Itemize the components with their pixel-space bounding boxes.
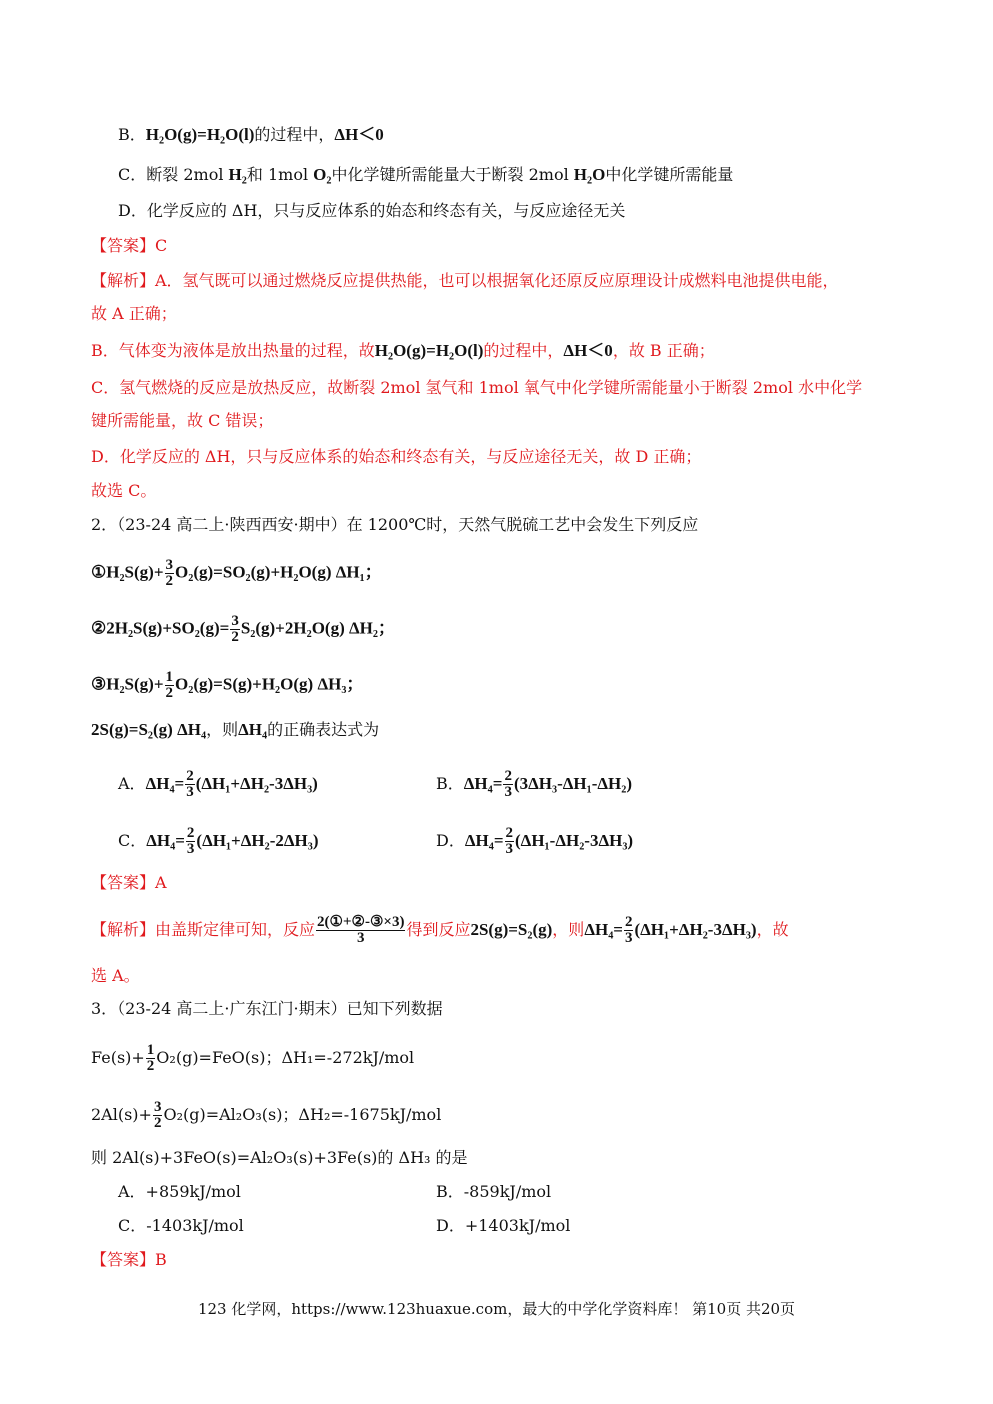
q1-option-c: C．断裂 2mol H₂和 1mol O₂中化学键所需能量大于断裂 2mol H₂O中化学键所需能量 [118,165,734,184]
fraction: $\frac{3}{2}$ [231,613,239,645]
q1-analysis-line4: C．氢气燃烧的反应是放热反应，故断裂 2mol 氢气和 1mol 氧气中化学键所需能量小于断裂 2mol 水中化学 [91,378,863,397]
q1-answer: 【答案】C [91,236,168,255]
q2-option-c: C．ΔH₄= $\frac{2}{3}$ (ΔH₁+ΔH₂-2ΔH₃) [118,825,319,857]
q3-stem: 3．（23-24 高二上·广东江门·期末）已知下列数据 [91,999,443,1018]
q2-reaction-1: ①H₂S(g)+ $\frac{3}{2}$ O₂(g)=SO₂(g)+H₂O(g) ΔH₁； [91,557,382,589]
fraction: $\frac{2}{3}$ [186,768,194,800]
q2-option-d: D．ΔH₄= $\frac{2}{3}$ (ΔH₁-ΔH₂-3ΔH₃) [436,825,634,857]
q3-option-d: D．+1403kJ/mol [436,1216,571,1235]
fraction: $\frac{3}{2}$ [165,557,174,589]
q2-analysis-line1: 【解析】由盖斯定律可知，反应 $\frac{\text{2(①+②-③×3)}}{3}$ 得到反应2S(g)=S₂(g)，则ΔH₄= $\frac{2}{3}$ (ΔH₁+ΔH₂-3ΔH₃)，故 [91,914,789,946]
q1-option-b: B．H₂O(g)=H₂O(l)的过程中，ΔH＜0 [118,125,384,144]
q1-analysis-line6: D．化学反应的 ΔH，只与反应体系的始态和终态有关，与反应途径无关，故 D 正确； [91,447,702,466]
q2-option-a: A．ΔH₄= $\frac{2}{3}$ (ΔH₁+ΔH₂-3ΔH₃) [118,768,318,800]
q1-option-d: D．化学反应的 ΔH，只与反应体系的始态和终态有关，与反应途径无关 [118,201,626,220]
q1-analysis-line7: 故选 C。 [91,481,157,500]
q3-option-a: A．+859kJ/mol [118,1182,241,1201]
q2-reaction-3: ③H₂S(g)+ $\frac{1}{2}$ O₂(g)=S(g)+H₂O(g) ΔH₃； [91,669,364,701]
fraction: $\frac{1}{2}$ [165,669,174,701]
q1-analysis-line3: B．气体变为液体是放出热量的过程，故H₂O(g)=H₂O(l)的过程中，ΔH＜0，故 B 正确； [91,341,715,360]
q2-stem: 2．（23-24 高二上·陕西西安·期中）在 1200℃时，天然气脱硫工艺中会发生下列反应 [91,515,699,534]
page-footer: 123 化学网，https://www.123huaxue.com，最大的中学化学资料库！ 第10页 共20页 [197,1300,796,1318]
q1-analysis-line2: 故 A 正确； [91,304,177,323]
fraction: $\frac{\text{2(①+②-③×3)}}{3}$ [317,914,405,946]
fraction: $\frac{2}{3}$ [504,768,512,800]
fraction: $\frac{3}{2}$ [153,1099,162,1131]
fraction: $\frac{1}{2}$ [146,1042,155,1074]
fraction: $\frac{2}{3}$ [505,825,514,857]
q3-option-c: C．-1403kJ/mol [118,1216,244,1235]
q1-analysis-line1: 【解析】A．氢气既可以通过燃烧反应提供热能，也可以根据氧化还原反应原理设计成燃料电池提供电能， [91,271,839,290]
q1-analysis-line5: 键所需能量，故 C 错误； [91,411,274,430]
q2-reaction-4: 2S(g)=S₂(g) ΔH₄，则ΔH₄的正确表达式为 [91,720,380,739]
q3-reaction-2: 2Al(s)+ $\frac{3}{2}$ O₂(g)=Al₂O₃(s)；ΔH₂=-1675kJ/mol [91,1099,442,1131]
q2-reaction-2: ②2H₂S(g)+SO₂(g)= $\frac{3}{2}$ S₂(g)+2H₂O(g) ΔH₂； [91,613,395,645]
q3-answer: 【答案】B [91,1250,167,1269]
fraction: $\frac{2}{3}$ [624,914,633,946]
q2-analysis-line2: 选 A。 [91,966,140,985]
q2-answer: 【答案】A [91,873,167,892]
fraction: $\frac{2}{3}$ [186,825,195,857]
q3-option-b: B．-859kJ/mol [436,1182,552,1201]
q3-question: 则 2Al(s)+3FeO(s)=Al₂O₃(s)+3Fe(s)的 ΔH₃ 的是 [91,1148,468,1167]
q3-reaction-1: Fe(s)+ $\frac{1}{2}$ O₂(g)=FeO(s)；ΔH₁=-272kJ/mol [91,1042,415,1074]
q2-option-b: B．ΔH₄= $\frac{2}{3}$ (3ΔH₃-ΔH₁-ΔH₂) [436,768,633,800]
